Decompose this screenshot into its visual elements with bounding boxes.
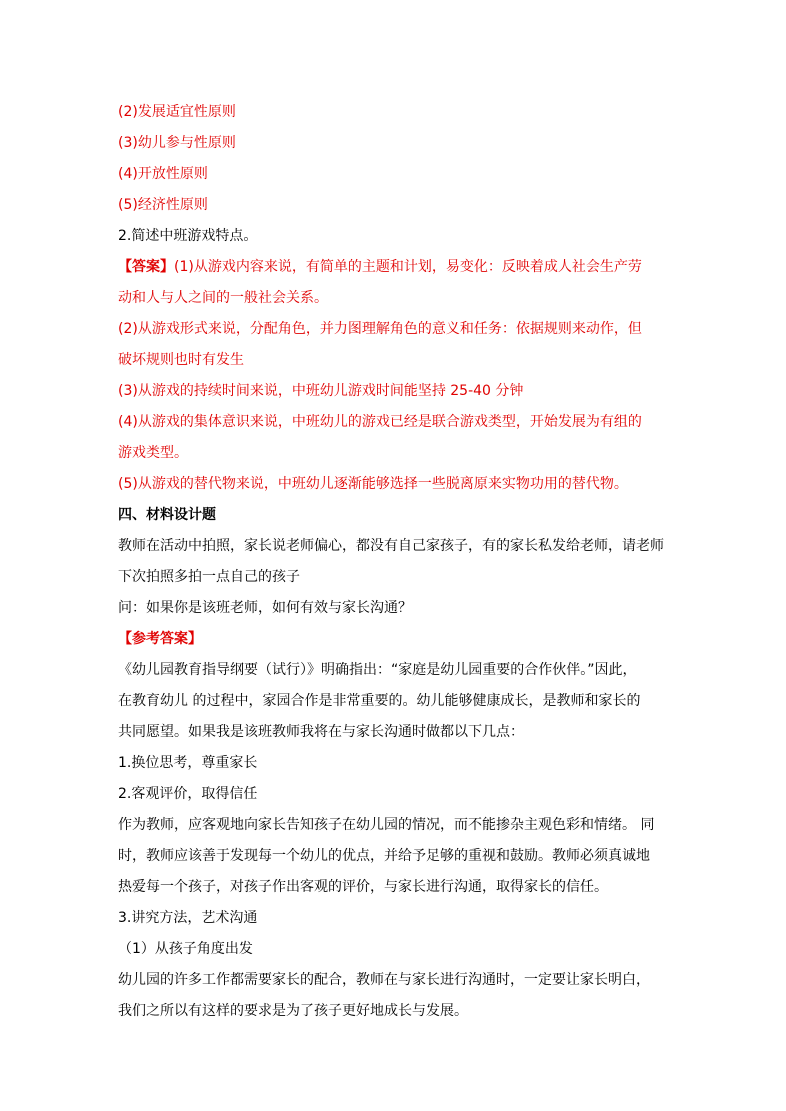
answer-line-4: 破坏规则也时有发生: [118, 352, 244, 368]
point-3-body-2: 我们之所以有这样的要求是为了孩子更好地成长与发展。: [118, 1003, 468, 1019]
point-2-body-1: 作为教师，应客观地向家长告知孩子在幼儿园的情况，而不能掺杂主观色彩和情绪。 同: [118, 817, 655, 833]
material-question: 问：如果你是该班老师，如何有效与家长沟通？: [118, 600, 412, 616]
principle-3: (3)幼儿参与性原则: [118, 135, 236, 151]
answer-text: (1)从游戏内容来说，有简单的主题和计划，易变化：反映着成人社会生产劳: [174, 259, 642, 275]
ref-line-1: 《幼儿园教育指导纲要（试行）》明确指出：“家庭是幼儿园重要的合作伙伴。”因此，: [118, 662, 637, 678]
answer-line-8: (5)从游戏的替代物来说，中班幼儿逐渐能够选择一些脱离原来实物功用的替代物。: [118, 476, 628, 492]
point-3-body-1: 幼儿园的许多工作都需要家长的配合，教师在与家长进行沟通时，一定要让家长明白，: [118, 972, 650, 988]
answer-line-2: 动和人与人之间的一般社会关系。: [118, 290, 328, 306]
answer-line-5: (3)从游戏的持续时间来说，中班幼儿游戏时间能坚持 25-40 分钟: [118, 383, 524, 399]
point-3: 3.讲究方法，艺术沟通: [118, 910, 258, 926]
answer-tag: 【答案】: [118, 259, 174, 275]
principle-5: (5)经济性原则: [118, 197, 208, 213]
answer-line-3: (2)从游戏形式来说，分配角色，并力图理解角色的意义和任务：依据规则来动作，但: [118, 321, 642, 337]
reference-answer-tag: 【参考答案】: [118, 631, 202, 647]
answer-line-1: [118, 257, 642, 277]
section-heading: 四、材料设计题: [118, 507, 216, 523]
principle-4: (4)开放性原则: [118, 166, 208, 182]
principle-2: (2)发展适宜性原则: [118, 104, 236, 120]
answer-line-7: 游戏类型。: [118, 445, 188, 461]
ref-line-3: 共同愿望。如果我是该班教师我将在与家长沟通时做都以下几点：: [118, 724, 524, 740]
answer-line-6: (4)从游戏的集体意识来说，中班幼儿的游戏已经是联合游戏类型，开始发展为有组的: [118, 414, 642, 430]
point-2-body-2: 时，教师应该善于发现每一个幼儿的优点，并给予足够的重视和鼓励。教师必须真诚地: [118, 848, 650, 864]
material-line-1: 教师在活动中拍照，家长说老师偏心，都没有自己家孩子，有的家长私发给老师，请老师: [118, 538, 664, 554]
point-2: 2.客观评价，取得信任: [118, 786, 258, 802]
question-2: 2.简述中班游戏特点。: [118, 228, 258, 244]
point-2-body-3: 热爱每一个孩子，对孩子作出客观的评价，与家长进行沟通，取得家长的信任。: [118, 879, 608, 895]
ref-line-2: 在教育幼儿 的过程中，家园合作是非常重要的。幼儿能够健康成长，是教师和家长的: [118, 693, 641, 709]
point-3-sub-1: （1）从孩子角度出发: [118, 941, 253, 957]
material-line-2: 下次拍照多拍一点自己的孩子: [118, 569, 300, 585]
point-1: 1.换位思考，尊重家长: [118, 755, 258, 771]
